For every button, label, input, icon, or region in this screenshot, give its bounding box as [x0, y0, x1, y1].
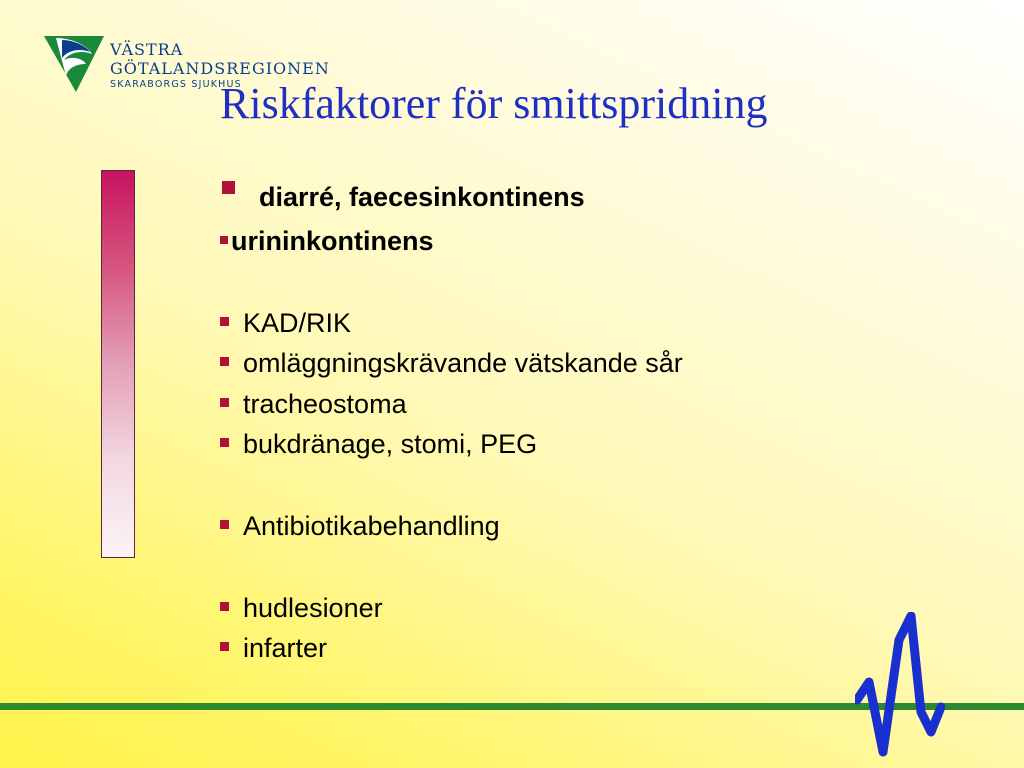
- bullet-icon: [222, 181, 235, 194]
- list-item: hudlesioner: [243, 593, 383, 623]
- list-item: Antibiotikabehandling: [243, 511, 500, 541]
- bullet-icon: [220, 642, 229, 651]
- logo-line-2: GÖTALANDSREGIONEN: [110, 59, 330, 78]
- list-item: KAD/RIK: [243, 308, 352, 338]
- bullet-icon: [220, 357, 229, 366]
- list-item: urininkontinens: [231, 226, 434, 256]
- slide-title: Riskfaktorer för smittspridning: [220, 79, 768, 128]
- list-item: tracheostoma: [243, 389, 407, 419]
- bullet-icon: [220, 602, 229, 611]
- logo-line-1: VÄSTRA: [110, 40, 184, 59]
- bullet-icon: [220, 317, 229, 326]
- logo-line-3: SKARABORGS SJUKHUS: [110, 79, 242, 90]
- list-item: omläggningskrävande vätskande sår: [243, 348, 683, 378]
- bullet-icon: [220, 398, 229, 407]
- gradient-bar: [101, 170, 135, 558]
- bullet-icon: [220, 520, 229, 529]
- list-item: diarré, faecesinkontinens: [259, 182, 585, 212]
- list-item: bukdränage, stomi, PEG: [243, 429, 538, 459]
- bullet-icon: [220, 236, 228, 244]
- list-item: infarter: [243, 633, 328, 663]
- bullet-icon: [220, 438, 229, 447]
- heartbeat-pulse-icon: [855, 612, 945, 762]
- vgr-leaf-logo-icon: [42, 34, 106, 94]
